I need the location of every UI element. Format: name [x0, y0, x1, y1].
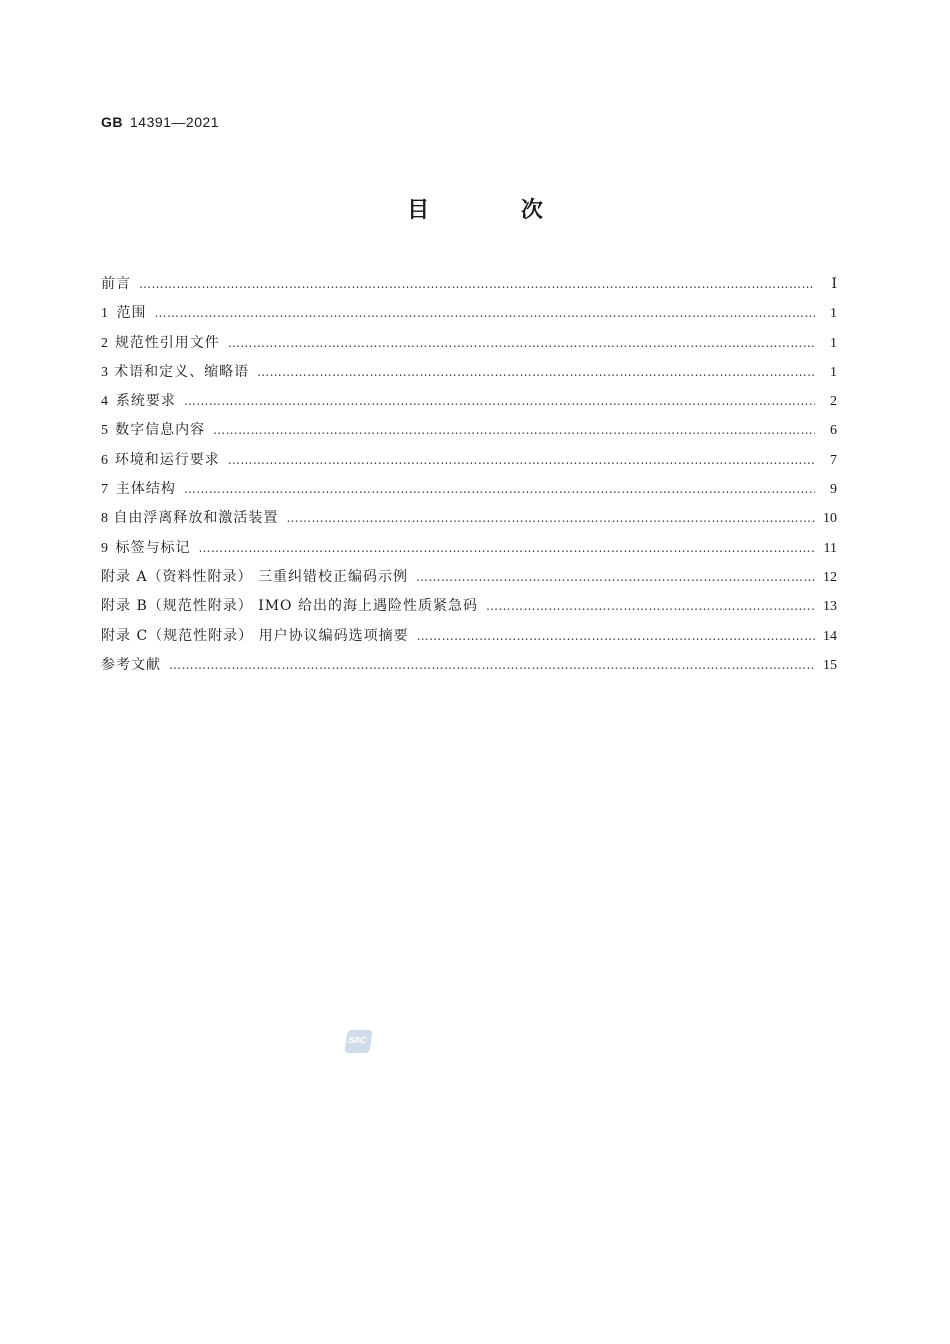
- toc-entry-number: 2: [101, 335, 108, 351]
- toc-entry[interactable]: [101, 534, 837, 563]
- toc-entry-label: 术语和定义、缩略语: [114, 363, 250, 380]
- toc-dot-leader: [199, 534, 816, 563]
- toc-entry-number: 5: [101, 423, 108, 439]
- toc-entry[interactable]: [101, 592, 837, 621]
- toc-entry[interactable]: [101, 416, 837, 445]
- toc-entry-page: 15: [823, 657, 837, 673]
- watermark-text: SAC: [347, 1035, 367, 1045]
- toc-entry-number: 7: [101, 482, 108, 498]
- toc-entry-label: 主体结构: [115, 481, 176, 498]
- standard-number: 14391—2021: [130, 114, 220, 130]
- toc-entry-label: 系统要求: [115, 393, 176, 410]
- toc-entry-number: 9: [101, 540, 108, 556]
- toc-entry-page: 7: [830, 452, 837, 468]
- toc-entry[interactable]: [101, 329, 837, 358]
- toc-entry-number: 4: [101, 394, 108, 410]
- table-of-contents: [101, 270, 837, 680]
- toc-entry[interactable]: [101, 504, 837, 533]
- toc-entry-label: 附录 A（资料性附录） 三重纠错校正编码示例: [101, 568, 409, 585]
- sac-logo-watermark: [344, 1030, 372, 1053]
- toc-dot-leader: [416, 563, 815, 592]
- toc-entry-page: 1: [830, 364, 837, 380]
- toc-dot-leader: [139, 270, 815, 299]
- page-title: 目 次: [407, 198, 585, 223]
- toc-entry-page: 13: [823, 599, 837, 615]
- toc-entry-label: 环境和运行要求: [114, 451, 220, 468]
- standard-code: [101, 114, 219, 130]
- toc-entry-label: 附录 C（规范性附录） 用户协议编码选项摘要: [101, 627, 409, 644]
- toc-entry-number: 3: [101, 364, 108, 380]
- toc-entry-label: 参考文献: [101, 656, 161, 673]
- toc-dot-leader: [184, 387, 815, 416]
- toc-dot-leader: [213, 416, 815, 445]
- toc-dot-leader: [155, 299, 815, 328]
- toc-dot-leader: [228, 329, 815, 358]
- toc-entry-page: 11: [823, 540, 837, 556]
- toc-entry-page: 9: [830, 482, 837, 498]
- toc-entry[interactable]: [101, 651, 837, 680]
- toc-entry-label: 附录 B（规范性附录） IMO 给出的海上遇险性质紧急码: [101, 598, 478, 615]
- toc-entry-page: 12: [823, 569, 837, 585]
- toc-entry-page: 1: [830, 335, 837, 351]
- toc-entry[interactable]: [101, 475, 837, 504]
- toc-dot-leader: [228, 446, 815, 475]
- toc-entry-page: 2: [830, 394, 837, 410]
- toc-entry-number: 6: [101, 452, 108, 468]
- toc-entry-number: 1: [101, 306, 108, 322]
- toc-dot-leader: [169, 651, 815, 680]
- toc-entry-page: Ⅰ: [831, 277, 837, 292]
- toc-entry-label: 范围: [116, 305, 147, 322]
- toc-entry[interactable]: [101, 446, 837, 475]
- toc-entry[interactable]: [101, 299, 837, 328]
- toc-entry-label: 数字信息内容: [115, 422, 206, 439]
- standard-prefix: GB: [101, 114, 123, 130]
- toc-dot-leader: [486, 592, 815, 621]
- toc-entry-page: 10: [823, 511, 837, 527]
- toc-entry[interactable]: [101, 563, 837, 592]
- toc-entry-label: 自由浮离释放和激活装置: [113, 510, 279, 527]
- toc-dot-leader: [286, 504, 815, 533]
- toc-entry[interactable]: [101, 387, 837, 416]
- toc-entry-label: 前言: [101, 276, 131, 292]
- toc-entry-number: 8: [101, 511, 108, 527]
- toc-dot-leader: [184, 475, 815, 504]
- toc-dot-leader: [417, 622, 815, 651]
- toc-entry-page: 14: [823, 628, 837, 644]
- toc-entry-page: 1: [830, 306, 837, 322]
- toc-entry[interactable]: [101, 622, 837, 651]
- toc-entry-label: 标签与标记: [115, 539, 191, 556]
- toc-dot-leader: [257, 358, 815, 387]
- toc-entry[interactable]: [101, 270, 837, 299]
- toc-entry[interactable]: [101, 358, 837, 387]
- toc-entry-label: 规范性引用文件: [114, 334, 220, 351]
- toc-entry-page: 6: [830, 423, 837, 439]
